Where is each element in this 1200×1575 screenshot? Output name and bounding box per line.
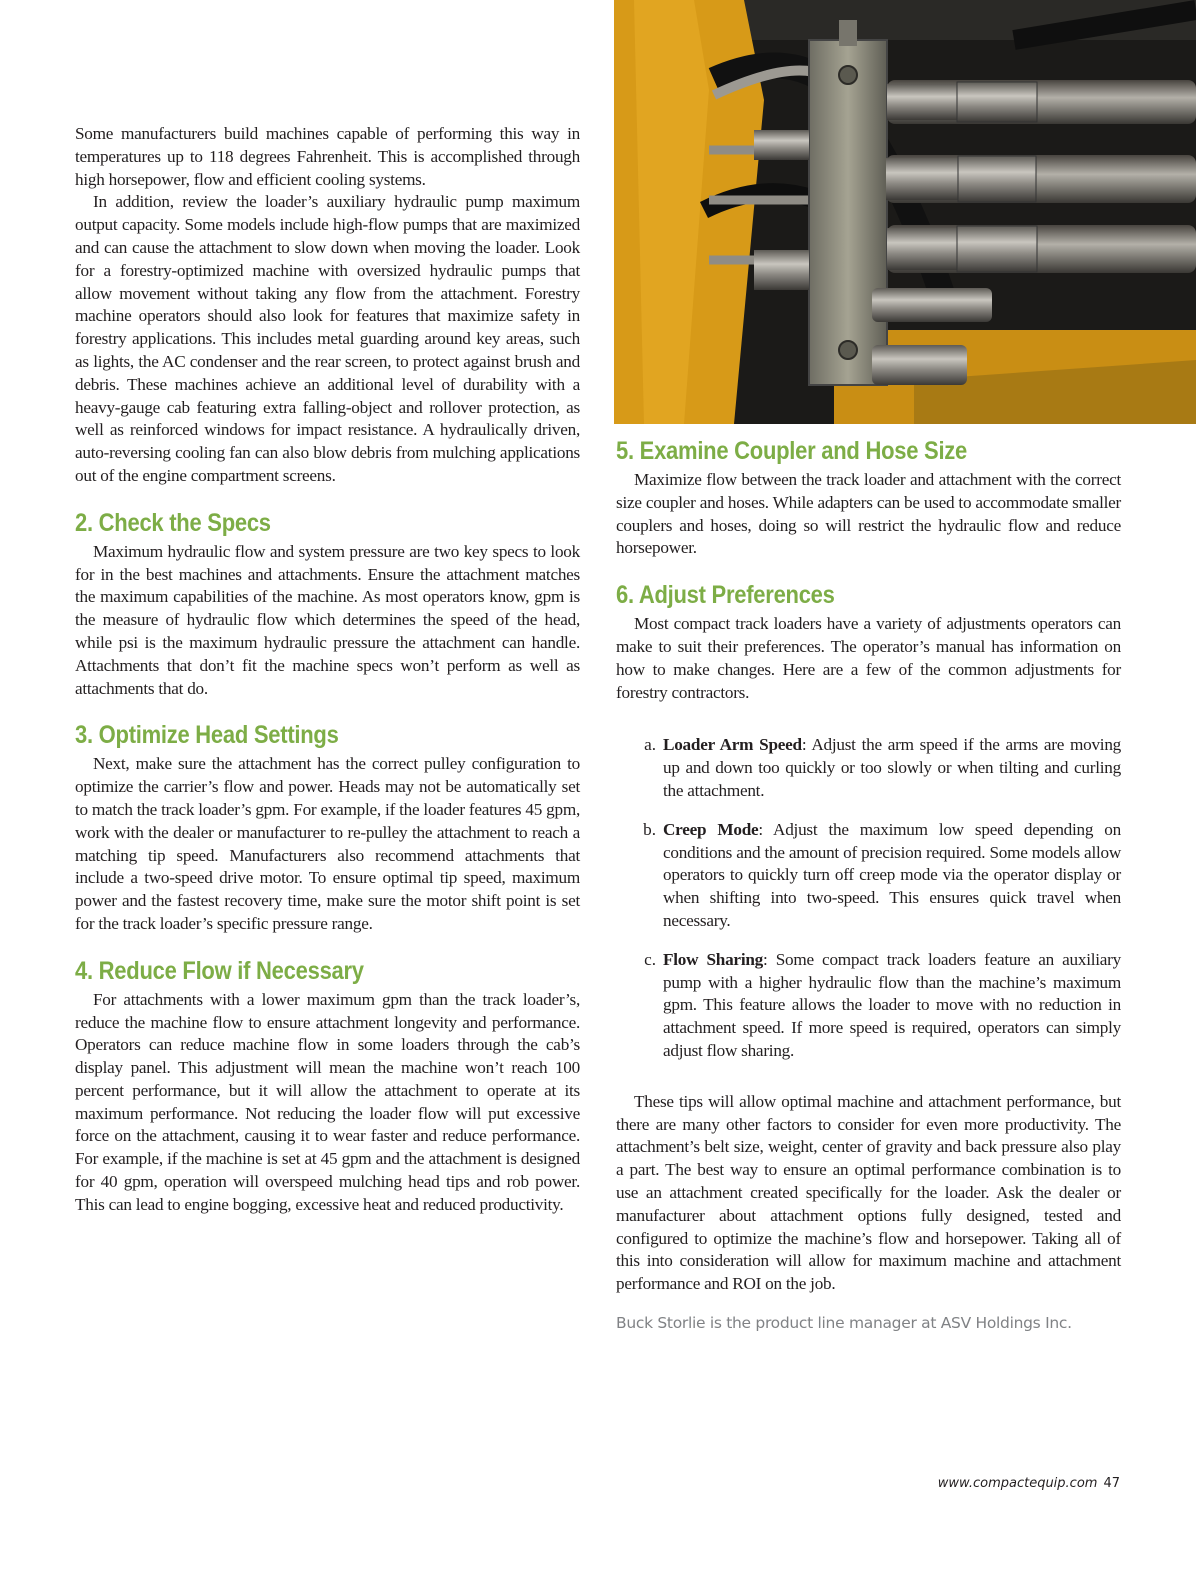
adjustments-list — [616, 734, 1121, 1062]
list-item-description: : Adjust the arm speed if the arms are moving up and down too quickly or too slowly or when tilting and curling the attachment. — [663, 735, 1122, 800]
list-item — [616, 949, 1121, 1063]
section-body-adjust-preferences: Most compact track loaders have a variety of adjustments operators can make to suit their preferences. The operator’s manual has information on how to make changes. Here are a few of the common adjustments for forestry contractors. — [616, 614, 1121, 702]
section-body-optimize-head: Next, make sure the attachment has the correct pulley configuration to optimize the carrier’s flow and power. Heads may not be automatically set to match the track loader’s gpm. For example, if the loader features 45 gpm, work with the dealer or manufacturer to re-pulley the attachment to reach a matching tip speed. Manufacturers also recommend attachments that include a two-speed drive motor. To ensure optimal tip speed, maximum power and the fastest recovery time, make sure the motor shift point is set for the track loader’s specific pressure range. — [75, 754, 580, 933]
list-item-term: Flow Sharing — [663, 949, 763, 969]
author-byline: Buck Storlie is the product line manager at ASV Holdings Inc. — [616, 1313, 1072, 1332]
list-marker: b. — [643, 819, 656, 839]
list-item — [616, 734, 1121, 802]
list-marker: c. — [644, 949, 656, 969]
section-body-coupler-hose: Maximize flow between the track loader and attachment with the correct size coupler and hoses. While adapters can be used to accommodate smaller couplers and hoses, doing so will restrict the hydraulic flow and reduce horsepower. — [616, 470, 1121, 558]
section-heading-reduce-flow: 4. Reduce Flow if Necessary — [75, 956, 364, 985]
list-item-text — [663, 734, 1121, 802]
list-marker: a. — [644, 735, 656, 755]
list-item-description: : Some compact track loaders feature an auxiliary pump with a higher hydraulic flow than the machine’s maximum gpm. This feature allows the loader to move with no reduction in attachment speed. If more speed is required, operators can simply adjust flow sharing. — [663, 949, 1121, 1060]
section-heading-optimize-head: 3. Optimize Head Settings — [75, 721, 339, 750]
list-item — [616, 819, 1121, 933]
section-heading-coupler-hose: 5. Examine Coupler and Hose Size — [616, 437, 968, 465]
list-item-text — [663, 819, 1121, 933]
footer-url[interactable]: www.compactequip.com — [937, 1476, 1098, 1491]
list-item-term: Creep Mode — [663, 819, 759, 839]
closing-paragraph: These tips will allow optimal machine and attachment performance, but there are many other factors to consider for even more productivity. The attachment’s belt size, weight, center of gravity and back pressure also play a part. The best way to ensure an optimal performance combination is to use an attachment created specifically for the loader. Ask the dealer or manufacturer about attachment options fully designed, tested and configured to optimize the machine’s flow and horsepower. Taking all of this into consideration will allow for maximum machine and attachment performance and ROI on the job. — [616, 1091, 1121, 1294]
list-item-description: : Adjust the maximum low speed depending on conditions and the amount of precision required. Some models allow operators to quickly turn off creep mode via the operator display or when shifting into two-speed. This ensures quick travel when necessary. — [663, 819, 1121, 930]
intro-paragraph-1: Some manufacturers build machines capable of performing this way in temperatures up to 118 degrees Fahrenheit. This is accomplished through high horsepower, flow and efficient cooling systems. — [75, 124, 580, 189]
list-item-text — [663, 949, 1121, 1063]
right-column — [616, 436, 1121, 1334]
section-body-check-specs: Maximum hydraulic flow and system pressure are two key specs to look for in the best machines and attachments. Ensure the attachment matches the maximum capabilities of the machine. As most operators know, gpm is the measure of hydraulic flow which determines the speed of the head, while psi is the maximum hydraulic pressure the attachment can handle. Attachments that don’t fit the machine specs won’t perform as well as attachments that do. — [75, 541, 580, 698]
section-heading-check-specs: 2. Check the Specs — [75, 508, 271, 537]
hydraulic-couplers-photo — [614, 0, 1196, 424]
list-item-term: Loader Arm Speed — [663, 735, 802, 755]
section-heading-adjust-preferences: 6. Adjust Preferences — [616, 581, 835, 610]
intro-paragraph-2: In addition, review the loader’s auxiliary hydraulic pump maximum output capacity. Some models include high-flow pumps that are maximized and can cause the attachment to slow down when moving the loader. Look for a forestry-optimized machine with oversized hydraulic pumps that allow movement without taking any flow from the attachment. Forestry machine operators should also look for features that maximize safety in forestry applications. This includes metal guarding around key areas, such as lights, the AC condenser and the rear screen, to protect against brush and debris. These machines achieve an additional level of durability with a heavy-gauge cab featuring extra falling-object and rollover protection, as well as reinforced windows for impact resistance. A hydraulically driven, auto-reversing cooling fan can also blow debris from mulching applications out of the engine compartment screens. — [75, 192, 580, 485]
page-number: 47 — [1103, 1476, 1120, 1491]
page-footer — [938, 1476, 1120, 1491]
section-body-reduce-flow: For attachments with a lower maximum gpm than the track loader’s, reduce the machine flow to ensure attachment longevity and performance. Operators can reduce machine flow in some loaders through the cab’s display panel. This adjustment will mean the machine won’t reach 100 percent performance, but it will allow the attachment to operate at its maximum performance. Not reducing the loader flow will put excessive force on the attachment, causing it to wear faster and reduce performance. For example, if the machine is set at 45 gpm and the attachment is designed for 40 gpm, operation will overspeed mulching head tips and rob power. This can lead to engine bogging, excessive heat and reduced productivity. — [75, 989, 580, 1214]
left-column — [75, 123, 580, 1217]
